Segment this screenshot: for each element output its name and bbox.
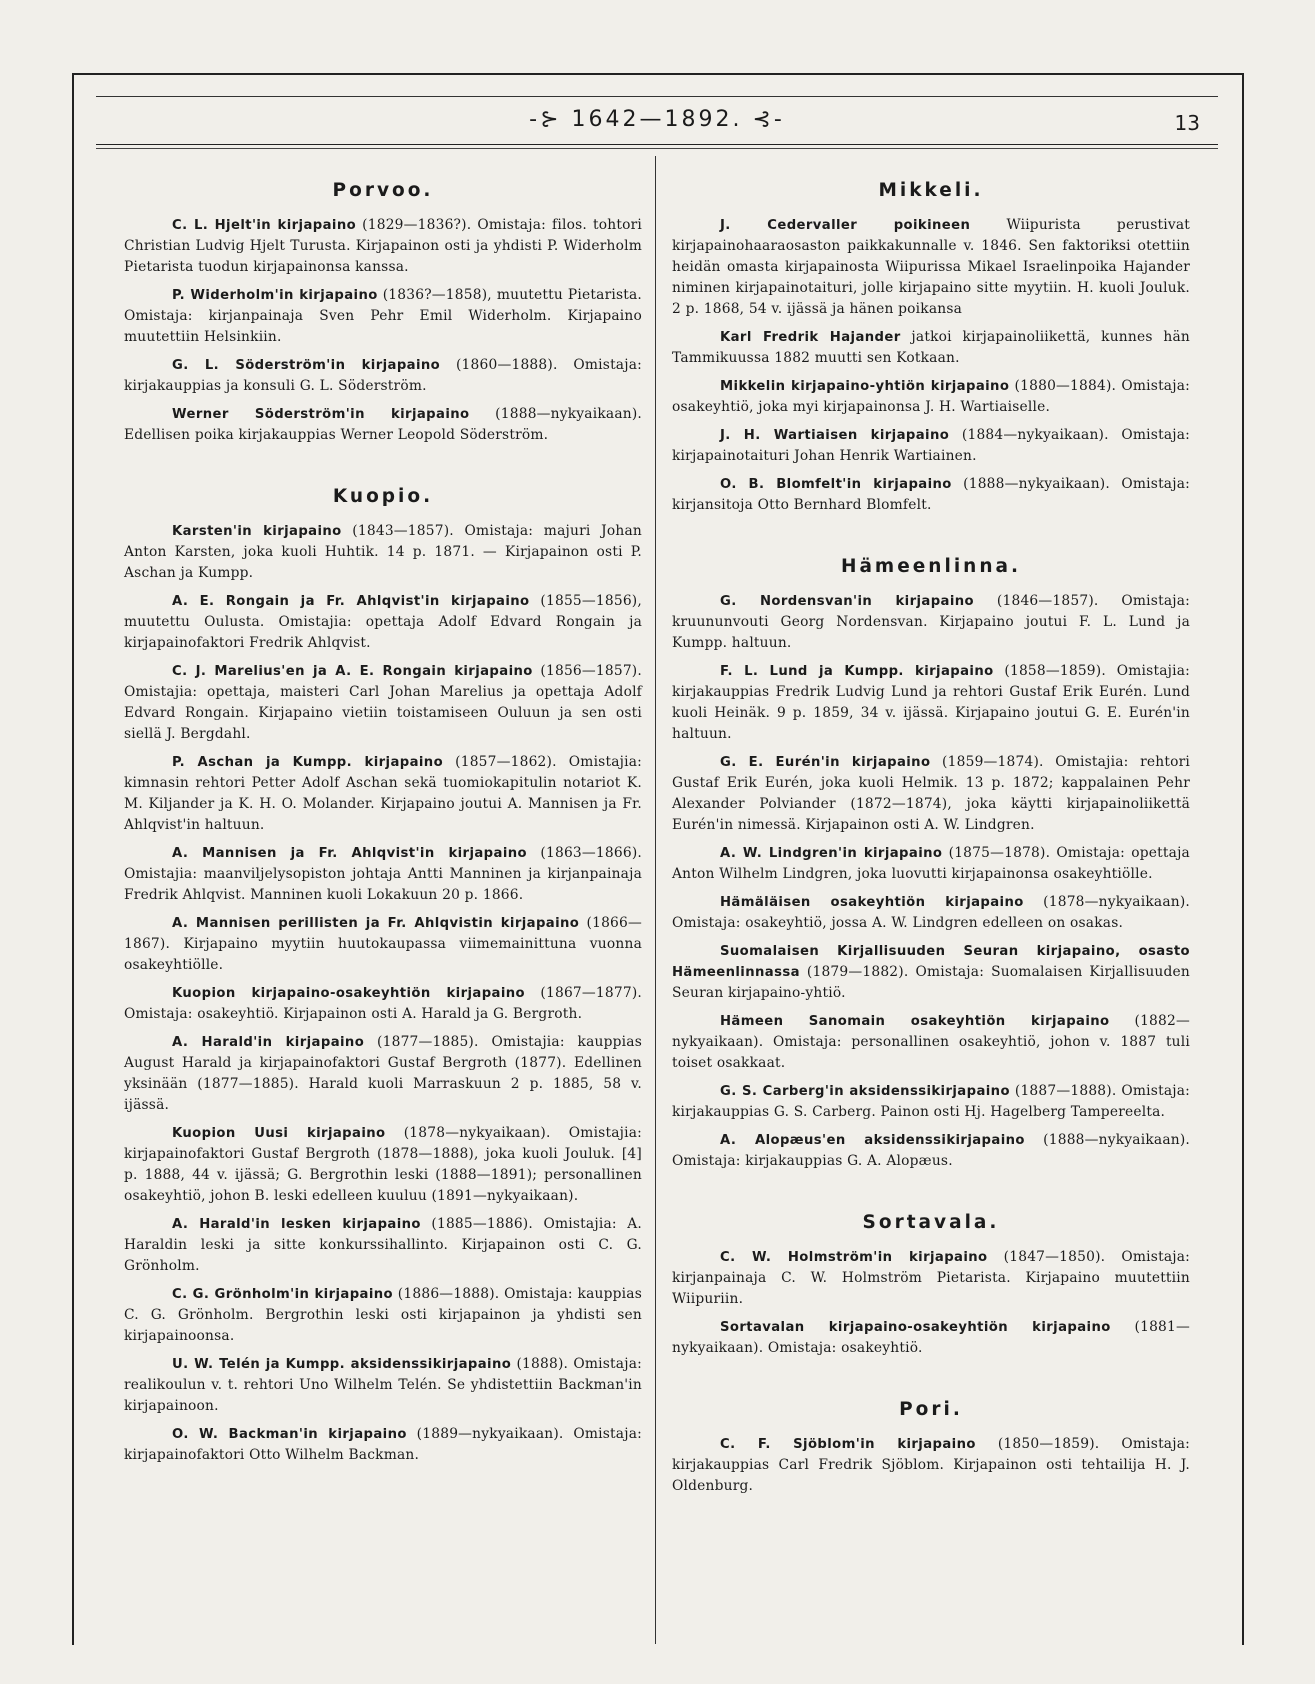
printing-house-entry [672, 941, 1190, 1004]
entry-text: (1880—1884). Omistaja: osakeyhtiö, joka myi kirjapainonsa J. H. Wartiaiselle. [672, 378, 1190, 415]
entry-text: (1867—1877). Omistaja: osakeyhtiö. Kirjapainon osti A. Harald ja G. Bergroth. [124, 985, 642, 1022]
printing-house-name: G. Nordensvan'in kirjapaino [720, 594, 975, 609]
printing-house-entry [672, 1081, 1190, 1123]
entry-text: (1860—1888). Omistaja: kirjakauppias ja konsuli G. L. Söderström. [124, 357, 642, 394]
printing-house-entry [124, 1354, 642, 1417]
printing-house-entry [672, 215, 1190, 320]
printing-house-entry [672, 1434, 1190, 1497]
printing-house-name: J. H. Wartiaisen kirjapaino [720, 428, 950, 443]
entry-text: (1859—1874). Omistajia: rehtori Gustaf Erik Eurén, joka kuoli Helmik. 13 p. 1872; kappalainen Pehr Alexander Polviander (1872—1874), joka käytti kirjapainoliikettä Eurén'in nimessä. Kirjapainon osti A. W. Lindgren. [672, 754, 1190, 833]
printing-house-name: A. Harald'in lesken kirjapaino [172, 1217, 421, 1232]
printing-house-name: G. S. Carberg'in aksidenssikirjapaino [720, 1084, 1010, 1099]
printing-house-name: A. Mannisen perillisten ja Fr. Ahlqvistin kirjapaino [172, 916, 580, 931]
printing-house-name: Mikkelin kirjapaino-yhtiön kirjapaino [720, 379, 1010, 394]
printing-house-entry [124, 843, 642, 906]
entry-text: (1878—nykyaikaan). Omistaja: osakeyhtiö, jossa A. W. Lindgren edelleen on osakas. [672, 894, 1190, 931]
printing-house-name: Kuopion kirjapaino-osakeyhtiön kirjapaino [172, 986, 526, 1001]
printing-house-entry [124, 521, 642, 584]
page-number: 13 [1174, 111, 1200, 135]
header-rule [96, 144, 1218, 145]
entry-text: (1886—1888). Omistaja: kauppias C. G. Grönholm. Bergrothin leski osti kirjapainon ja yhdisti sen kirjapainoonsa. [124, 1286, 642, 1344]
place-heading: Porvoo. [332, 180, 434, 201]
entry-text: (1877—1885). Omistajia: kauppias August Harald ja kirjapainofaktori Gustaf Bergroth (1877). Edellinen yksinään (1877—1885). Harald kuoli Marraskuun 2 p. 1885, 58 v. ijässä. [124, 1034, 643, 1113]
entry-text: (1866—1867). Kirjapaino myytiin huutokaupassa viimemainittuna vuonna osakeyhtiölle. [124, 915, 642, 973]
printing-house-name: A. Mannisen ja Fr. Ahlqvist'in kirjapaino [172, 846, 527, 861]
header-rule-thin [96, 148, 1218, 149]
entry-text: (1843—1857). Omistaja: majuri Johan Anton Karsten, joka kuoli Huhtik. 14 p. 1871. — Kirjapainon osti P. Aschan ja Kumpp. [124, 523, 642, 581]
printing-house-name: U. W. Telén ja Kumpp. aksidenssikirjapaino [172, 1357, 512, 1372]
entry-text: (1887—1888). Omistaja: kirjakauppias G. S. Carberg. Painon osti Hj. Hagelberg Tampereelta. [672, 1083, 1190, 1120]
right-column [672, 172, 1190, 1504]
printing-house-name: Karsten'in kirjapaino [172, 524, 342, 539]
printing-house-name: Suomalaisen Kirjallisuuden Seuran kirjapaino, osasto Hämeenlinnassa [672, 944, 1190, 980]
printing-house-entry [124, 752, 642, 836]
printing-house-entry [124, 215, 642, 278]
entry-text: (1878—nykyaikaan). Omistajia: kirjapainofaktori Gustaf Bergroth (1878—1888), joka kuoli Jouluk. [4] p. 1888, 44 v. ijässä; G. Bergrothin leski (1888—1891); personallinen osakeyhtiö, johon B. leski edelleen kuuluu (1891—nykyaikaan). [124, 1125, 642, 1204]
printing-house-name: Karl Fredrik Hajander [720, 330, 901, 345]
entry-text: (1875—1878). Omistaja: opettaja Anton Wilhelm Lindgren, joka luovutti kirjapainonsa osakeyhtiölle. [672, 845, 1190, 882]
printing-house-entry [124, 1123, 642, 1207]
printing-house-entry [124, 1214, 642, 1277]
printing-house-name: F. L. Lund ja Kumpp. kirjapaino [720, 664, 994, 679]
printing-house-name: A. Alopæus'en aksidenssikirjapaino [720, 1133, 1025, 1148]
printing-house-entry [672, 474, 1190, 516]
printing-house-entry [672, 1247, 1190, 1310]
printing-house-name: Sortavalan kirjapaino-osakeyhtiön kirjapaino [720, 1320, 1111, 1335]
place-heading: Mikkeli. [878, 180, 984, 201]
printing-house-entry [672, 376, 1190, 418]
column-divider [655, 156, 656, 1644]
printing-house-name: G. L. Söderström'in kirjapaino [172, 358, 441, 373]
printing-house-name: G. E. Eurén'in kirjapaino [720, 755, 931, 770]
printing-house-entry [124, 591, 642, 654]
place-heading: Hämeenlinna. [840, 556, 1022, 577]
printing-house-name: O. W. Backman'in kirjapaino [172, 1427, 407, 1442]
printing-house-name: C. F. Sjöblom'in kirjapaino [720, 1437, 976, 1452]
printing-house-entry [124, 1032, 642, 1116]
entry-text: (1858—1859). Omistajia: kirjakauppias Fredrik Ludvig Lund ja rehtori Gustaf Erik Eurén. Lund kuoli Heinäk. 9 p. 1859, 34 v. ijässä. Kirjapaino joutui G. E. Eurén'in haltuun. [672, 663, 1190, 742]
printing-house-name: C. J. Marelius'en ja A. E. Rongain kirjapaino [172, 664, 533, 679]
entry-text: (1888—nykyaikaan). Omistaja: kirjansitoja Otto Bernhard Blomfelt. [672, 476, 1190, 513]
printing-house-entry [672, 1130, 1190, 1172]
printing-house-entry [124, 355, 642, 397]
entry-text: (1855—1856), muutettu Oulusta. Omistajia: opettaja Adolf Edvard Rongain ja kirjapainofaktori Fredrik Ahlqvist. [124, 593, 642, 651]
entry-text: (1850—1859). Omistaja: kirjakauppias Carl Fredrik Sjöblom. Kirjapainon osti tehtailija H. J. Oldenburg. [672, 1436, 1190, 1494]
entry-text: (1836?—1858), muutettu Pietarista. Omistaja: kirjanpainaja Sven Pehr Emil Widerholm. Kirjapaino muutettiin Helsinkiin. [124, 287, 643, 345]
printing-house-name: C. L. Hjelt'in kirjapaino [172, 218, 357, 233]
printing-house-name: C. G. Grönholm'in kirjapaino [172, 1287, 394, 1302]
printing-house-entry [672, 1317, 1190, 1359]
printing-house-name: Kuopion Uusi kirjapaino [172, 1126, 386, 1141]
entry-text: (1884—nykyaikaan). Omistaja: kirjapainotaituri Johan Henrik Wartiainen. [672, 427, 1190, 464]
entry-text: (1888—nykyaikaan). Omistaja: kirjakauppias G. A. Alopæus. [672, 1132, 1190, 1169]
entry-text: (1881—nykyaikaan). Omistaja: osakeyhtiö. [672, 1319, 1191, 1356]
entry-text: (1863—1866). Omistajia: maanviljelysopiston johtaja Antti Manninen ja kirjanpainaja Fredrik Ahlqvist. Manninen kuoli Lokakuun 20 p. 1866. [124, 845, 642, 903]
printing-house-name: A. W. Lindgren'in kirjapaino [720, 846, 943, 861]
printing-house-name: A. Harald'in kirjapaino [172, 1035, 365, 1050]
printing-house-entry [672, 843, 1190, 885]
entry-text: (1846—1857). Omistaja: kruununvouti Georg Nordensvan. Kirjapaino joutui F. L. Lund ja Kumpp. haltuun. [672, 593, 1190, 651]
entry-text: (1856—1857). Omistajia: opettaja, maisteri Carl Johan Marelius ja opettaja Adolf Edvard Rongain. Kirjapaino vietiin toistamiseen Ouluun ja sen osti siellä J. Bergdahl. [124, 663, 642, 742]
printing-house-entry [124, 1424, 642, 1466]
entry-text: (1888—nykyaikaan). Edellisen poika kirjakauppias Werner Leopold Söderström. [124, 406, 643, 443]
entry-text: (1829—1836?). Omistaja: filos. tohtori Christian Ludvig Hjelt Turusta. Kirjapainon osti ja yhdisti P. Widerholm Pietarista tuodun kirjapainonsa kanssa. [124, 217, 642, 275]
printing-house-name: Hämeen Sanomain osakeyhtiön kirjapaino [720, 1014, 1110, 1029]
printing-house-entry [124, 404, 642, 446]
printing-house-name: Hämäläisen osakeyhtiön kirjapaino [720, 895, 1024, 910]
printing-house-entry [672, 661, 1190, 745]
running-header [96, 96, 1218, 147]
printing-house-name: P. Widerholm'in kirjapaino [172, 288, 378, 303]
place-heading: Kuopio. [332, 486, 434, 507]
printing-house-entry [124, 1284, 642, 1347]
printing-house-entry [124, 285, 642, 348]
running-title: -⊱ 1642—1892. ⊰- [529, 107, 785, 132]
printing-house-entry [672, 425, 1190, 467]
printing-house-name: A. E. Rongain ja Fr. Ahlqvist'in kirjapaino [172, 594, 530, 609]
place-heading: Pori. [899, 1399, 963, 1420]
printing-house-entry [672, 752, 1190, 836]
entry-text: (1847—1850). Omistaja: kirjanpainaja C. W. Holmström Pietarista. Kirjapaino muutettiin Wiipuriin. [672, 1249, 1190, 1307]
printing-house-entry [124, 913, 642, 976]
place-heading: Sortavala. [862, 1212, 1000, 1233]
entry-text: jatkoi kirjapainoliikettä, kunnes hän Tammikuussa 1882 muutti sen Kotkaan. [672, 329, 1190, 366]
printing-house-entry [672, 1011, 1190, 1074]
printing-house-entry [672, 591, 1190, 654]
printing-house-name: Werner Söderström'in kirjapaino [172, 407, 470, 422]
entry-text: Wiipurista perustivat kirjapainohaaraosaston paikkakunnalle v. 1846. Sen faktoriksi otettiin heidän omasta kirjapainosta Wiipurissa Mikael Israelinpoika Hajander niminen kirjapainotaituri, jolle kirjapaino sitte myytiin. H. kuoli Jouluk. 2 p. 1868, 54 v. ijässä ja hänen poikansa [672, 217, 1191, 317]
printing-house-entry [672, 327, 1190, 369]
entry-text: (1885—1886). Omistajia: A. Haraldin leski ja sitte konkurssihallinto. Kirjapainon osti C. G. Grönholm. [124, 1216, 642, 1274]
printing-house-entry [124, 983, 642, 1025]
printing-house-name: O. B. Blomfelt'in kirjapaino [720, 477, 952, 492]
printing-house-entry [124, 661, 642, 745]
entry-text: (1882—nykyaikaan). Omistaja: personallinen osakeyhtiö, johon v. 1887 tuli toiset osakkaat. [672, 1013, 1190, 1071]
entry-text: (1879—1882). Omistaja: Suomalaisen Kirjallisuuden Seuran kirjapaino-yhtiö. [672, 964, 1190, 1001]
printing-house-name: C. W. Holmström'in kirjapaino [720, 1250, 988, 1265]
entry-text: (1888). Omistaja: realikoulun v. t. rehtori Uno Wilhelm Telén. Se yhdistettiin Backman'in kirjapainoon. [124, 1356, 642, 1414]
printing-house-name: P. Aschan ja Kumpp. kirjapaino [172, 755, 444, 770]
printing-house-name: J. Cedervaller poikineen [720, 218, 971, 233]
left-column [124, 172, 642, 1473]
entry-text: (1889—nykyaikaan). Omistaja: kirjapainofaktori Otto Wilhelm Backman. [124, 1426, 642, 1463]
entry-text: (1857—1862). Omistajia: kimnasin rehtori Petter Adolf Aschan sekä tuomiokapitulin notariot K. M. Kiljander ja K. H. O. Molander. Kirjapaino joutui A. Mannisen ja Fr. Ahlqvist'in haltuun. [124, 754, 642, 833]
printing-house-entry [672, 892, 1190, 934]
